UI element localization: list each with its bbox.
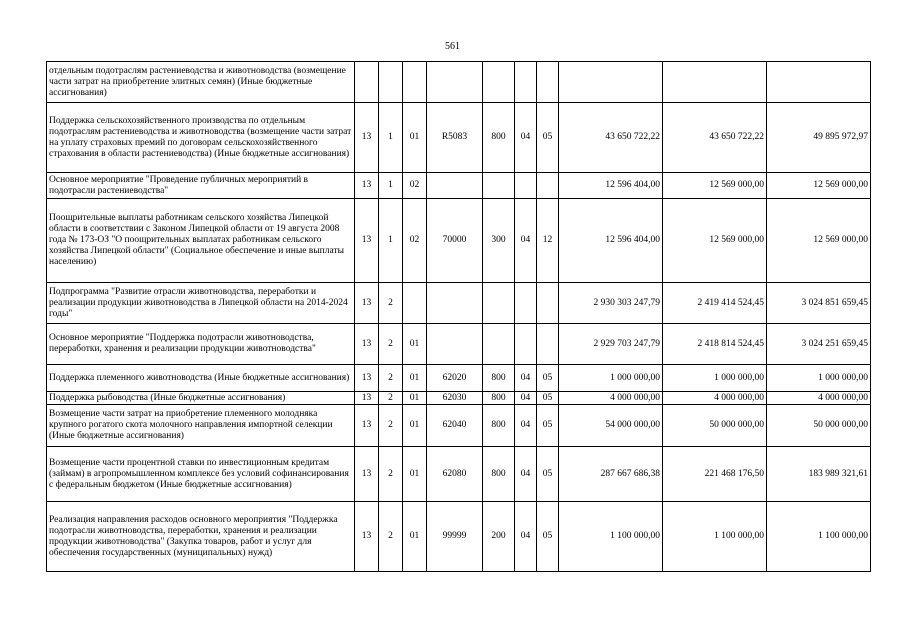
subprogram-code-cell: 2 — [379, 405, 403, 447]
amount-year2-cell: 43 650 722,22 — [663, 103, 767, 173]
expense-type-cell: 800 — [483, 392, 515, 405]
amount-year2-cell: 50 000 000,00 — [663, 405, 767, 447]
amount-year3-cell: 50 000 000,00 — [767, 405, 871, 447]
program-code-cell: 13 — [355, 447, 379, 502]
section-cell — [515, 283, 537, 324]
amount-year1-cell: 12 596 404,00 — [559, 199, 663, 283]
subsection-cell: 12 — [537, 199, 559, 283]
amount-year3-cell — [767, 62, 871, 103]
subsection-cell: 05 — [537, 392, 559, 405]
section-cell: 04 — [515, 405, 537, 447]
subprogram-code-cell: 2 — [379, 392, 403, 405]
program-code-cell: 13 — [355, 173, 379, 199]
subsection-cell — [537, 173, 559, 199]
main-activity-code-cell: 01 — [403, 502, 427, 572]
expense-name-cell: Поощрительные выплаты работникам сельского хозяйства Липецкой области в соответствии с Законом Липецкой области от 19 августа 2008 года № 173-ОЗ "О поощрительных выплатах работникам сельского хозяйства Липецкой области" (Социальное обеспечение и иные выплаты населению) — [47, 199, 355, 283]
amount-year3-cell: 183 989 321,61 — [767, 447, 871, 502]
main-activity-code-cell — [403, 283, 427, 324]
direction-code-cell — [427, 173, 483, 199]
section-cell: 04 — [515, 103, 537, 173]
program-code-cell: 13 — [355, 405, 379, 447]
program-code-cell: 13 — [355, 283, 379, 324]
expense-type-cell: 800 — [483, 365, 515, 392]
section-cell — [515, 324, 537, 365]
section-cell — [515, 62, 537, 103]
amount-year2-cell: 12 569 000,00 — [663, 199, 767, 283]
subprogram-code-cell: 2 — [379, 283, 403, 324]
program-code-cell: 13 — [355, 502, 379, 572]
expense-type-cell — [483, 283, 515, 324]
page-number: 561 — [445, 41, 460, 52]
direction-code-cell: 99999 — [427, 502, 483, 572]
amount-year3-cell: 12 569 000,00 — [767, 199, 871, 283]
section-cell: 04 — [515, 502, 537, 572]
program-code-cell: 13 — [355, 103, 379, 173]
amount-year1-cell: 4 000 000,00 — [559, 392, 663, 405]
subsection-cell — [537, 283, 559, 324]
expense-type-cell: 200 — [483, 502, 515, 572]
table-row — [47, 392, 871, 405]
table-row — [47, 173, 871, 199]
expense-name-cell: Основное мероприятие "Проведение публичных мероприятий в подотрасли растениеводства" — [47, 173, 355, 199]
subsection-cell — [537, 62, 559, 103]
direction-code-cell — [427, 62, 483, 103]
direction-code-cell: 62080 — [427, 447, 483, 502]
subprogram-code-cell: 2 — [379, 324, 403, 365]
expense-type-cell: 300 — [483, 199, 515, 283]
program-code-cell: 13 — [355, 392, 379, 405]
expense-name-cell: Поддержка сельскохозяйственного производства по отдельным подотраслям растениеводства и животноводства (возмещение части затрат на уплату страховых премий по договорам сельскохозяйственного страхования в области растениеводства) (Иные бюджетные ассигнования) — [47, 103, 355, 173]
main-activity-code-cell: 02 — [403, 199, 427, 283]
section-cell: 04 — [515, 392, 537, 405]
main-activity-code-cell: 01 — [403, 405, 427, 447]
amount-year2-cell: 2 419 414 524,45 — [663, 283, 767, 324]
section-cell: 04 — [515, 365, 537, 392]
amount-year3-cell: 12 569 000,00 — [767, 173, 871, 199]
main-activity-code-cell: 01 — [403, 447, 427, 502]
expense-name-cell: отдельным подотраслям растениеводства и животноводства (возмещение части затрат на приобретение элитных семян) (Иные бюджетные ассигнования) — [47, 62, 355, 103]
amount-year2-cell: 1 100 000,00 — [663, 502, 767, 572]
amount-year1-cell: 54 000 000,00 — [559, 405, 663, 447]
subprogram-code-cell: 1 — [379, 173, 403, 199]
program-code-cell: 13 — [355, 199, 379, 283]
expense-name-cell: Возмещение части затрат на приобретение племенного молодняка крупного рогатого скота молочного направления импортной селекции (Иные бюджетные ассигнования) — [47, 405, 355, 447]
main-activity-code-cell: 01 — [403, 103, 427, 173]
direction-code-cell: R5083 — [427, 103, 483, 173]
program-code-cell: 13 — [355, 324, 379, 365]
expense-type-cell — [483, 173, 515, 199]
section-cell — [515, 173, 537, 199]
direction-code-cell — [427, 324, 483, 365]
amount-year3-cell: 49 895 972,97 — [767, 103, 871, 173]
table-row — [47, 62, 871, 103]
amount-year2-cell — [663, 62, 767, 103]
table-row — [47, 447, 871, 502]
amount-year1-cell: 2 929 703 247,79 — [559, 324, 663, 365]
subprogram-code-cell: 2 — [379, 447, 403, 502]
program-code-cell — [355, 62, 379, 103]
main-activity-code-cell: 01 — [403, 365, 427, 392]
table-row — [47, 405, 871, 447]
amount-year3-cell: 1 100 000,00 — [767, 502, 871, 572]
amount-year2-cell: 2 418 814 524,45 — [663, 324, 767, 365]
subsection-cell: 05 — [537, 103, 559, 173]
amount-year2-cell: 12 569 000,00 — [663, 173, 767, 199]
expense-name-cell: Возмещение части процентной ставки по инвестиционным кредитам (займам) в агропромышленном комплексе без условий софинансирования с федеральным бюджетом (Иные бюджетные ассигнования) — [47, 447, 355, 502]
program-code-cell: 13 — [355, 365, 379, 392]
table-row — [47, 324, 871, 365]
table-row — [47, 283, 871, 324]
expense-type-cell: 800 — [483, 103, 515, 173]
subsection-cell: 05 — [537, 447, 559, 502]
section-cell: 04 — [515, 199, 537, 283]
direction-code-cell — [427, 283, 483, 324]
direction-code-cell: 70000 — [427, 199, 483, 283]
direction-code-cell: 62020 — [427, 365, 483, 392]
amount-year1-cell: 287 667 686,38 — [559, 447, 663, 502]
direction-code-cell: 62040 — [427, 405, 483, 447]
budget-table — [46, 61, 871, 572]
direction-code-cell: 62030 — [427, 392, 483, 405]
subprogram-code-cell: 1 — [379, 199, 403, 283]
amount-year1-cell: 1 100 000,00 — [559, 502, 663, 572]
expense-name-cell: Поддержка рыбоводства (Иные бюджетные ассигнования) — [47, 392, 355, 405]
amount-year1-cell: 1 000 000,00 — [559, 365, 663, 392]
subprogram-code-cell: 2 — [379, 365, 403, 392]
expense-type-cell: 800 — [483, 447, 515, 502]
amount-year1-cell: 43 650 722,22 — [559, 103, 663, 173]
table-row — [47, 103, 871, 173]
amount-year2-cell: 221 468 176,50 — [663, 447, 767, 502]
subsection-cell — [537, 324, 559, 365]
amount-year3-cell: 1 000 000,00 — [767, 365, 871, 392]
amount-year3-cell: 3 024 251 659,45 — [767, 324, 871, 365]
main-activity-code-cell: 01 — [403, 392, 427, 405]
expense-name-cell: Реализация направления расходов основного мероприятия "Поддержка подотрасли животноводства, переработки, хранения и реализации продукции животноводства" (Закупка товаров, работ и услуг для обеспечения государственных (муниципальных) нужд) — [47, 502, 355, 572]
subprogram-code-cell — [379, 62, 403, 103]
expense-type-cell — [483, 62, 515, 103]
table-row — [47, 502, 871, 572]
expense-name-cell: Основное мероприятие "Поддержка подотрасли животноводства, переработки, хранения и реализации продукции животноводства" — [47, 324, 355, 365]
subprogram-code-cell: 2 — [379, 502, 403, 572]
main-activity-code-cell: 01 — [403, 324, 427, 365]
amount-year3-cell: 4 000 000,00 — [767, 392, 871, 405]
amount-year1-cell: 12 596 404,00 — [559, 173, 663, 199]
table-row — [47, 199, 871, 283]
amount-year2-cell: 4 000 000,00 — [663, 392, 767, 405]
expense-type-cell: 800 — [483, 405, 515, 447]
subsection-cell: 05 — [537, 365, 559, 392]
amount-year3-cell: 3 024 851 659,45 — [767, 283, 871, 324]
amount-year1-cell — [559, 62, 663, 103]
amount-year2-cell: 1 000 000,00 — [663, 365, 767, 392]
expense-name-cell: Подпрограмма "Развитие отрасли животноводства, переработки и реализации продукции животноводства в Липецкой области на 2014-2024 годы" — [47, 283, 355, 324]
subsection-cell: 05 — [537, 405, 559, 447]
table-body — [47, 62, 871, 572]
subsection-cell: 05 — [537, 502, 559, 572]
table-row — [47, 365, 871, 392]
section-cell: 04 — [515, 447, 537, 502]
expense-name-cell: Поддержка племенного животноводства (Иные бюджетные ассигнования) — [47, 365, 355, 392]
subprogram-code-cell: 1 — [379, 103, 403, 173]
main-activity-code-cell — [403, 62, 427, 103]
expense-type-cell — [483, 324, 515, 365]
main-activity-code-cell: 02 — [403, 173, 427, 199]
amount-year1-cell: 2 930 303 247,79 — [559, 283, 663, 324]
